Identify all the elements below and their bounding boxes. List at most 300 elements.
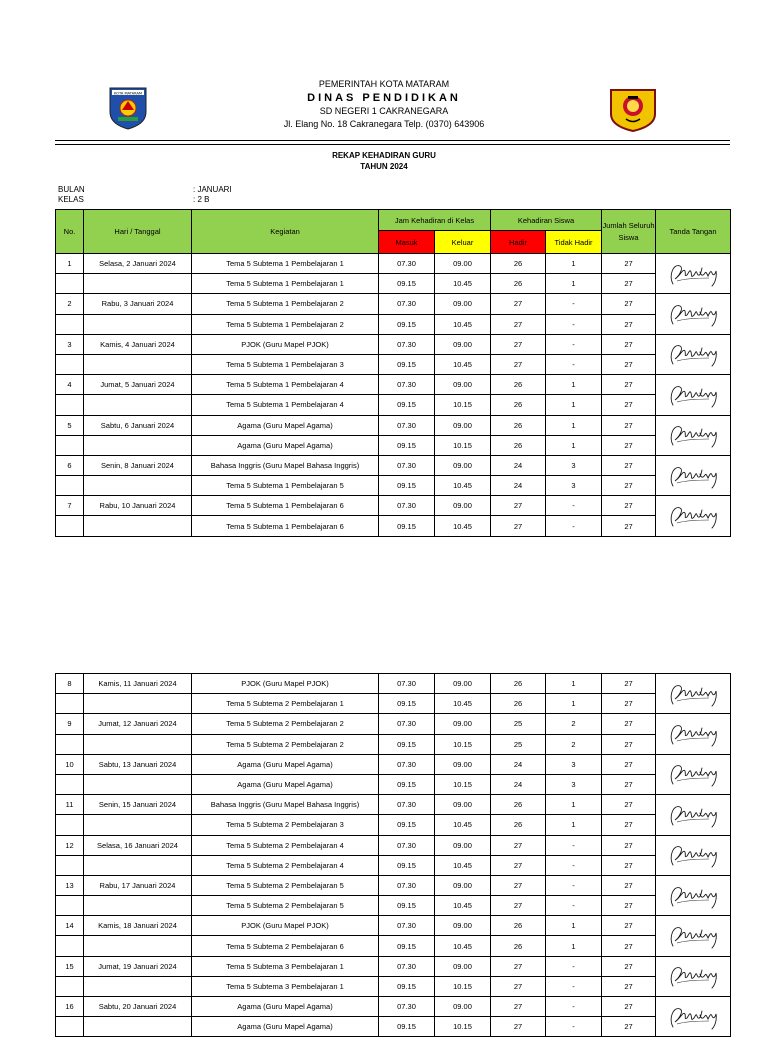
- signature-cell: [656, 956, 731, 996]
- row-activity: Tema 5 Subtema 2 Pembelajaran 2: [192, 714, 379, 734]
- row-keluar: 10.15: [435, 976, 491, 996]
- row-keluar: 09.00: [435, 997, 491, 1017]
- row-masuk: 07.30: [379, 496, 435, 516]
- empty-cell: [56, 936, 84, 956]
- row-number: 14: [56, 916, 84, 936]
- signature-cell: [656, 375, 731, 415]
- empty-cell: [56, 774, 84, 794]
- row-jumlah: 27: [602, 714, 656, 734]
- row-jumlah: 27: [602, 496, 656, 516]
- row-keluar: 09.00: [435, 455, 491, 475]
- row-activity: Tema 5 Subtema 2 Pembelajaran 2: [192, 734, 379, 754]
- table-row: [56, 334, 731, 354]
- row-masuk: 07.30: [379, 956, 435, 976]
- report-title: [0, 150, 768, 172]
- signature-icon: [664, 961, 722, 991]
- signature-cell: [656, 875, 731, 915]
- row-keluar: 09.00: [435, 916, 491, 936]
- row-masuk: 07.30: [379, 714, 435, 734]
- row-hadir: 27: [491, 334, 546, 354]
- header-tidak-hadir: Tidak Hadir: [546, 231, 602, 254]
- empty-cell: [84, 395, 192, 415]
- signature-icon: [664, 259, 722, 289]
- row-keluar: 10.45: [435, 896, 491, 916]
- letterhead-address: Jl. Elang No. 18 Cakranegara Telp. (0370) 643906: [283, 119, 485, 129]
- table-row: [56, 734, 731, 754]
- row-activity: PJOK (Guru Mapel PJOK): [192, 916, 379, 936]
- attendance-table: [55, 209, 731, 537]
- table-row: [56, 516, 731, 536]
- row-activity: Tema 5 Subtema 2 Pembelajaran 3: [192, 815, 379, 835]
- row-masuk: 09.15: [379, 516, 435, 536]
- row-activity: PJOK (Guru Mapel PJOK): [192, 674, 379, 694]
- row-keluar: 09.00: [435, 714, 491, 734]
- empty-cell: [84, 936, 192, 956]
- table-row: [56, 855, 731, 875]
- row-masuk: 09.15: [379, 976, 435, 996]
- empty-cell: [84, 815, 192, 835]
- row-number: 3: [56, 334, 84, 354]
- report-meta: [58, 185, 232, 205]
- row-date: Sabtu, 20 Januari 2024: [84, 997, 192, 1017]
- kelas-value: : 2 B: [193, 195, 210, 204]
- row-keluar: 09.00: [435, 674, 491, 694]
- row-date: Senin, 8 Januari 2024: [84, 455, 192, 475]
- row-tidak-hadir: 3: [546, 774, 602, 794]
- row-tidak-hadir: -: [546, 896, 602, 916]
- row-masuk: 09.15: [379, 314, 435, 334]
- table-row: [56, 694, 731, 714]
- table-row: [56, 956, 731, 976]
- table-row: [56, 997, 731, 1017]
- row-masuk: 07.30: [379, 997, 435, 1017]
- row-number: 7: [56, 496, 84, 516]
- signature-cell: [656, 254, 731, 294]
- empty-cell: [56, 354, 84, 374]
- row-hadir: 26: [491, 936, 546, 956]
- table-row: [56, 455, 731, 475]
- row-hadir: 26: [491, 815, 546, 835]
- row-date: Rabu, 3 Januari 2024: [84, 294, 192, 314]
- row-keluar: 09.00: [435, 956, 491, 976]
- row-masuk: 07.30: [379, 795, 435, 815]
- row-keluar: 09.00: [435, 375, 491, 395]
- table-row: [56, 395, 731, 415]
- row-number: 6: [56, 455, 84, 475]
- row-tidak-hadir: -: [546, 294, 602, 314]
- empty-cell: [84, 734, 192, 754]
- row-tidak-hadir: 3: [546, 476, 602, 496]
- row-number: 5: [56, 415, 84, 435]
- table-row: [56, 254, 731, 274]
- row-masuk: 07.30: [379, 754, 435, 774]
- row-tidak-hadir: 1: [546, 815, 602, 835]
- row-activity: Tema 5 Subtema 1 Pembelajaran 6: [192, 516, 379, 536]
- row-jumlah: 27: [602, 354, 656, 374]
- row-jumlah: 27: [602, 936, 656, 956]
- row-number: 15: [56, 956, 84, 976]
- row-jumlah: 27: [602, 516, 656, 536]
- row-keluar: 10.45: [435, 476, 491, 496]
- row-hadir: 27: [491, 496, 546, 516]
- row-tidak-hadir: -: [546, 314, 602, 334]
- row-hadir: 25: [491, 714, 546, 734]
- row-activity: Tema 5 Subtema 1 Pembelajaran 4: [192, 395, 379, 415]
- signature-cell: [656, 674, 731, 714]
- row-number: 4: [56, 375, 84, 395]
- empty-cell: [84, 435, 192, 455]
- kelas-label: KELAS: [58, 195, 84, 204]
- table-row: [56, 314, 731, 334]
- row-date: Kamis, 18 Januari 2024: [84, 916, 192, 936]
- row-tidak-hadir: 1: [546, 795, 602, 815]
- row-hadir: 27: [491, 1017, 546, 1037]
- row-hadir: 26: [491, 254, 546, 274]
- row-activity: PJOK (Guru Mapel PJOK): [192, 334, 379, 354]
- row-hadir: 24: [491, 455, 546, 475]
- signature-icon: [664, 501, 722, 531]
- row-tidak-hadir: -: [546, 334, 602, 354]
- signature-icon: [664, 679, 722, 709]
- row-hadir: 26: [491, 435, 546, 455]
- svg-text:KOTA MATARAM: KOTA MATARAM: [113, 91, 143, 96]
- attendance-table-continued: [55, 673, 731, 1037]
- row-activity: Tema 5 Subtema 1 Pembelajaran 4: [192, 375, 379, 395]
- row-keluar: 10.45: [435, 516, 491, 536]
- header-ttd: Tanda Tangan: [656, 210, 731, 254]
- table-row: [56, 435, 731, 455]
- row-hadir: 26: [491, 415, 546, 435]
- signature-icon: [664, 299, 722, 329]
- signature-icon: [664, 420, 722, 450]
- table-row: [56, 294, 731, 314]
- row-date: Jumat, 5 Januari 2024: [84, 375, 192, 395]
- table-row: [56, 674, 731, 694]
- table-row: [56, 795, 731, 815]
- signature-icon: [664, 1002, 722, 1032]
- row-activity: Tema 5 Subtema 1 Pembelajaran 1: [192, 254, 379, 274]
- row-masuk: 07.30: [379, 294, 435, 314]
- row-tidak-hadir: -: [546, 855, 602, 875]
- row-keluar: 10.45: [435, 354, 491, 374]
- letterhead-government: PEMERINTAH KOTA MATARAM: [318, 79, 450, 89]
- report-title-line1: REKAP KEHADIRAN GURU: [332, 151, 436, 160]
- row-activity: Bahasa Inggris (Guru Mapel Bahasa Inggris): [192, 795, 379, 815]
- row-keluar: 10.45: [435, 314, 491, 334]
- row-hadir: 26: [491, 674, 546, 694]
- header-kehadiran: Kehadiran Siswa: [491, 210, 602, 231]
- row-activity: Tema 5 Subtema 3 Pembelajaran 1: [192, 976, 379, 996]
- row-tidak-hadir: 1: [546, 274, 602, 294]
- row-tidak-hadir: 3: [546, 455, 602, 475]
- signature-icon: [664, 719, 722, 749]
- row-masuk: 09.15: [379, 395, 435, 415]
- empty-cell: [56, 476, 84, 496]
- signature-cell: [656, 334, 731, 374]
- row-activity: Tema 5 Subtema 1 Pembelajaran 2: [192, 314, 379, 334]
- row-hadir: 27: [491, 896, 546, 916]
- row-jumlah: 27: [602, 855, 656, 875]
- row-activity: Tema 5 Subtema 1 Pembelajaran 3: [192, 354, 379, 374]
- empty-cell: [84, 855, 192, 875]
- row-activity: Tema 5 Subtema 2 Pembelajaran 1: [192, 694, 379, 714]
- empty-cell: [56, 516, 84, 536]
- table-row: [56, 835, 731, 855]
- row-tidak-hadir: 1: [546, 694, 602, 714]
- empty-cell: [56, 1017, 84, 1037]
- signature-cell: [656, 795, 731, 835]
- row-masuk: 09.15: [379, 896, 435, 916]
- row-jumlah: 27: [602, 334, 656, 354]
- row-date: Selasa, 16 Januari 2024: [84, 835, 192, 855]
- row-hadir: 24: [491, 754, 546, 774]
- row-date: Rabu, 17 Januari 2024: [84, 875, 192, 895]
- row-masuk: 09.15: [379, 855, 435, 875]
- row-activity: Tema 5 Subtema 1 Pembelajaran 1: [192, 274, 379, 294]
- row-jumlah: 27: [602, 976, 656, 996]
- table-row: [56, 896, 731, 916]
- signature-cell: [656, 714, 731, 754]
- row-number: 10: [56, 754, 84, 774]
- row-tidak-hadir: -: [546, 956, 602, 976]
- row-jumlah: 27: [602, 815, 656, 835]
- row-activity: Tema 5 Subtema 2 Pembelajaran 5: [192, 875, 379, 895]
- row-date: Kamis, 11 Januari 2024: [84, 674, 192, 694]
- row-activity: Agama (Guru Mapel Agama): [192, 774, 379, 794]
- row-jumlah: 27: [602, 415, 656, 435]
- signature-icon: [664, 380, 722, 410]
- empty-cell: [56, 734, 84, 754]
- row-hadir: 25: [491, 734, 546, 754]
- row-keluar: 10.45: [435, 815, 491, 835]
- row-jumlah: 27: [602, 455, 656, 475]
- row-keluar: 09.00: [435, 835, 491, 855]
- row-keluar: 10.45: [435, 694, 491, 714]
- row-tidak-hadir: -: [546, 354, 602, 374]
- empty-cell: [56, 274, 84, 294]
- empty-cell: [84, 274, 192, 294]
- signature-cell: [656, 415, 731, 455]
- signature-cell: [656, 496, 731, 536]
- empty-cell: [56, 815, 84, 835]
- empty-cell: [56, 694, 84, 714]
- row-jumlah: 27: [602, 754, 656, 774]
- row-activity: Agama (Guru Mapel Agama): [192, 415, 379, 435]
- row-tidak-hadir: 1: [546, 674, 602, 694]
- row-number: 12: [56, 835, 84, 855]
- row-activity: Tema 5 Subtema 1 Pembelajaran 2: [192, 294, 379, 314]
- header-jam: Jam Kehadiran di Kelas: [379, 210, 491, 231]
- report-title-year: TAHUN 2024: [360, 162, 408, 171]
- table-row: [56, 815, 731, 835]
- empty-cell: [84, 694, 192, 714]
- signature-icon: [664, 921, 722, 951]
- table-row: [56, 976, 731, 996]
- row-hadir: 27: [491, 354, 546, 374]
- header-hari: Hari / Tanggal: [84, 210, 192, 254]
- row-activity: Tema 5 Subtema 2 Pembelajaran 6: [192, 936, 379, 956]
- row-masuk: 07.30: [379, 455, 435, 475]
- row-tidak-hadir: 3: [546, 754, 602, 774]
- empty-cell: [84, 774, 192, 794]
- row-keluar: 10.45: [435, 936, 491, 956]
- row-masuk: 09.15: [379, 815, 435, 835]
- row-number: 9: [56, 714, 84, 734]
- row-masuk: 07.30: [379, 254, 435, 274]
- row-keluar: 10.15: [435, 734, 491, 754]
- row-number: 13: [56, 875, 84, 895]
- row-jumlah: 27: [602, 694, 656, 714]
- row-tidak-hadir: 1: [546, 254, 602, 274]
- signature-icon: [664, 339, 722, 369]
- row-keluar: 10.15: [435, 774, 491, 794]
- signature-icon: [664, 840, 722, 870]
- header-keluar: Keluar: [435, 231, 491, 254]
- row-tidak-hadir: -: [546, 997, 602, 1017]
- row-activity: Agama (Guru Mapel Agama): [192, 435, 379, 455]
- row-jumlah: 27: [602, 1017, 656, 1037]
- signature-icon: [664, 800, 722, 830]
- row-masuk: 09.15: [379, 774, 435, 794]
- row-activity: Tema 5 Subtema 1 Pembelajaran 5: [192, 476, 379, 496]
- row-hadir: 27: [491, 875, 546, 895]
- row-masuk: 09.15: [379, 734, 435, 754]
- row-masuk: 09.15: [379, 936, 435, 956]
- table-row: [56, 274, 731, 294]
- row-masuk: 09.15: [379, 1017, 435, 1037]
- row-hadir: 26: [491, 795, 546, 815]
- empty-cell: [56, 976, 84, 996]
- empty-cell: [84, 516, 192, 536]
- row-number: 2: [56, 294, 84, 314]
- row-hadir: 26: [491, 375, 546, 395]
- row-date: Jumat, 19 Januari 2024: [84, 956, 192, 976]
- row-date: Sabtu, 6 Januari 2024: [84, 415, 192, 435]
- table-row: [56, 774, 731, 794]
- row-jumlah: 27: [602, 314, 656, 334]
- row-jumlah: 27: [602, 956, 656, 976]
- row-jumlah: 27: [602, 997, 656, 1017]
- row-masuk: 07.30: [379, 674, 435, 694]
- table-row: [56, 496, 731, 516]
- row-tidak-hadir: 1: [546, 395, 602, 415]
- row-masuk: 07.30: [379, 334, 435, 354]
- table-row: [56, 1017, 731, 1037]
- bulan-label: BULAN: [58, 185, 85, 194]
- signature-cell: [656, 835, 731, 875]
- row-tidak-hadir: 1: [546, 936, 602, 956]
- row-tidak-hadir: 1: [546, 415, 602, 435]
- row-activity: Agama (Guru Mapel Agama): [192, 754, 379, 774]
- row-activity: Agama (Guru Mapel Agama): [192, 997, 379, 1017]
- row-date: Selasa, 2 Januari 2024: [84, 254, 192, 274]
- row-keluar: 09.00: [435, 415, 491, 435]
- table-row: [56, 375, 731, 395]
- row-masuk: 09.15: [379, 354, 435, 374]
- letterhead-department: DINAS PENDIDIKAN: [307, 92, 461, 104]
- row-jumlah: 27: [602, 875, 656, 895]
- row-date: Jumat, 12 Januari 2024: [84, 714, 192, 734]
- row-masuk: 07.30: [379, 375, 435, 395]
- row-keluar: 10.15: [435, 395, 491, 415]
- row-jumlah: 27: [602, 896, 656, 916]
- row-activity: Tema 5 Subtema 2 Pembelajaran 4: [192, 835, 379, 855]
- table-row: [56, 714, 731, 734]
- row-tidak-hadir: 2: [546, 714, 602, 734]
- row-activity: Agama (Guru Mapel Agama): [192, 1017, 379, 1037]
- table-row: [56, 354, 731, 374]
- row-keluar: 10.45: [435, 855, 491, 875]
- letterhead-rule-thin: [55, 144, 730, 145]
- signature-icon: [664, 759, 722, 789]
- row-masuk: 09.15: [379, 694, 435, 714]
- table-row: [56, 936, 731, 956]
- row-hadir: 24: [491, 476, 546, 496]
- letterhead-rule-thick: [55, 140, 730, 141]
- row-number: 16: [56, 997, 84, 1017]
- signature-cell: [656, 754, 731, 794]
- row-jumlah: 27: [602, 395, 656, 415]
- row-masuk: 09.15: [379, 274, 435, 294]
- empty-cell: [84, 1017, 192, 1037]
- row-date: Sabtu, 13 Januari 2024: [84, 754, 192, 774]
- row-tidak-hadir: 1: [546, 435, 602, 455]
- row-tidak-hadir: -: [546, 516, 602, 536]
- row-hadir: 27: [491, 294, 546, 314]
- row-activity: Tema 5 Subtema 3 Pembelajaran 1: [192, 956, 379, 976]
- row-masuk: 09.15: [379, 476, 435, 496]
- signature-icon: [664, 461, 722, 491]
- signature-cell: [656, 997, 731, 1037]
- row-keluar: 09.00: [435, 875, 491, 895]
- header-hadir: Hadir: [491, 231, 546, 254]
- row-date: Kamis, 4 Januari 2024: [84, 334, 192, 354]
- row-date: Senin, 15 Januari 2024: [84, 795, 192, 815]
- row-keluar: 10.15: [435, 435, 491, 455]
- row-tidak-hadir: 2: [546, 734, 602, 754]
- row-jumlah: 27: [602, 795, 656, 815]
- row-jumlah: 27: [602, 774, 656, 794]
- signature-cell: [656, 294, 731, 334]
- row-activity: Tema 5 Subtema 1 Pembelajaran 6: [192, 496, 379, 516]
- row-tidak-hadir: 1: [546, 375, 602, 395]
- row-masuk: 07.30: [379, 835, 435, 855]
- empty-cell: [84, 896, 192, 916]
- row-tidak-hadir: 1: [546, 916, 602, 936]
- row-hadir: 27: [491, 835, 546, 855]
- row-tidak-hadir: -: [546, 1017, 602, 1037]
- row-number: 11: [56, 795, 84, 815]
- row-tidak-hadir: -: [546, 976, 602, 996]
- header-jumlah: Jumlah Seluruh Siswa: [602, 210, 656, 254]
- row-keluar: 09.00: [435, 795, 491, 815]
- table-row: [56, 875, 731, 895]
- row-hadir: 27: [491, 997, 546, 1017]
- row-activity: Tema 5 Subtema 2 Pembelajaran 5: [192, 896, 379, 916]
- row-jumlah: 27: [602, 294, 656, 314]
- row-jumlah: 27: [602, 435, 656, 455]
- table-row: [56, 754, 731, 774]
- empty-cell: [84, 476, 192, 496]
- letterhead-school: SD NEGERI 1 CAKRANEGARA: [319, 106, 449, 116]
- row-date: Rabu, 10 Januari 2024: [84, 496, 192, 516]
- row-hadir: 26: [491, 274, 546, 294]
- header-no: No.: [56, 210, 84, 254]
- row-jumlah: 27: [602, 254, 656, 274]
- row-masuk: 07.30: [379, 875, 435, 895]
- row-hadir: 24: [491, 774, 546, 794]
- empty-cell: [56, 435, 84, 455]
